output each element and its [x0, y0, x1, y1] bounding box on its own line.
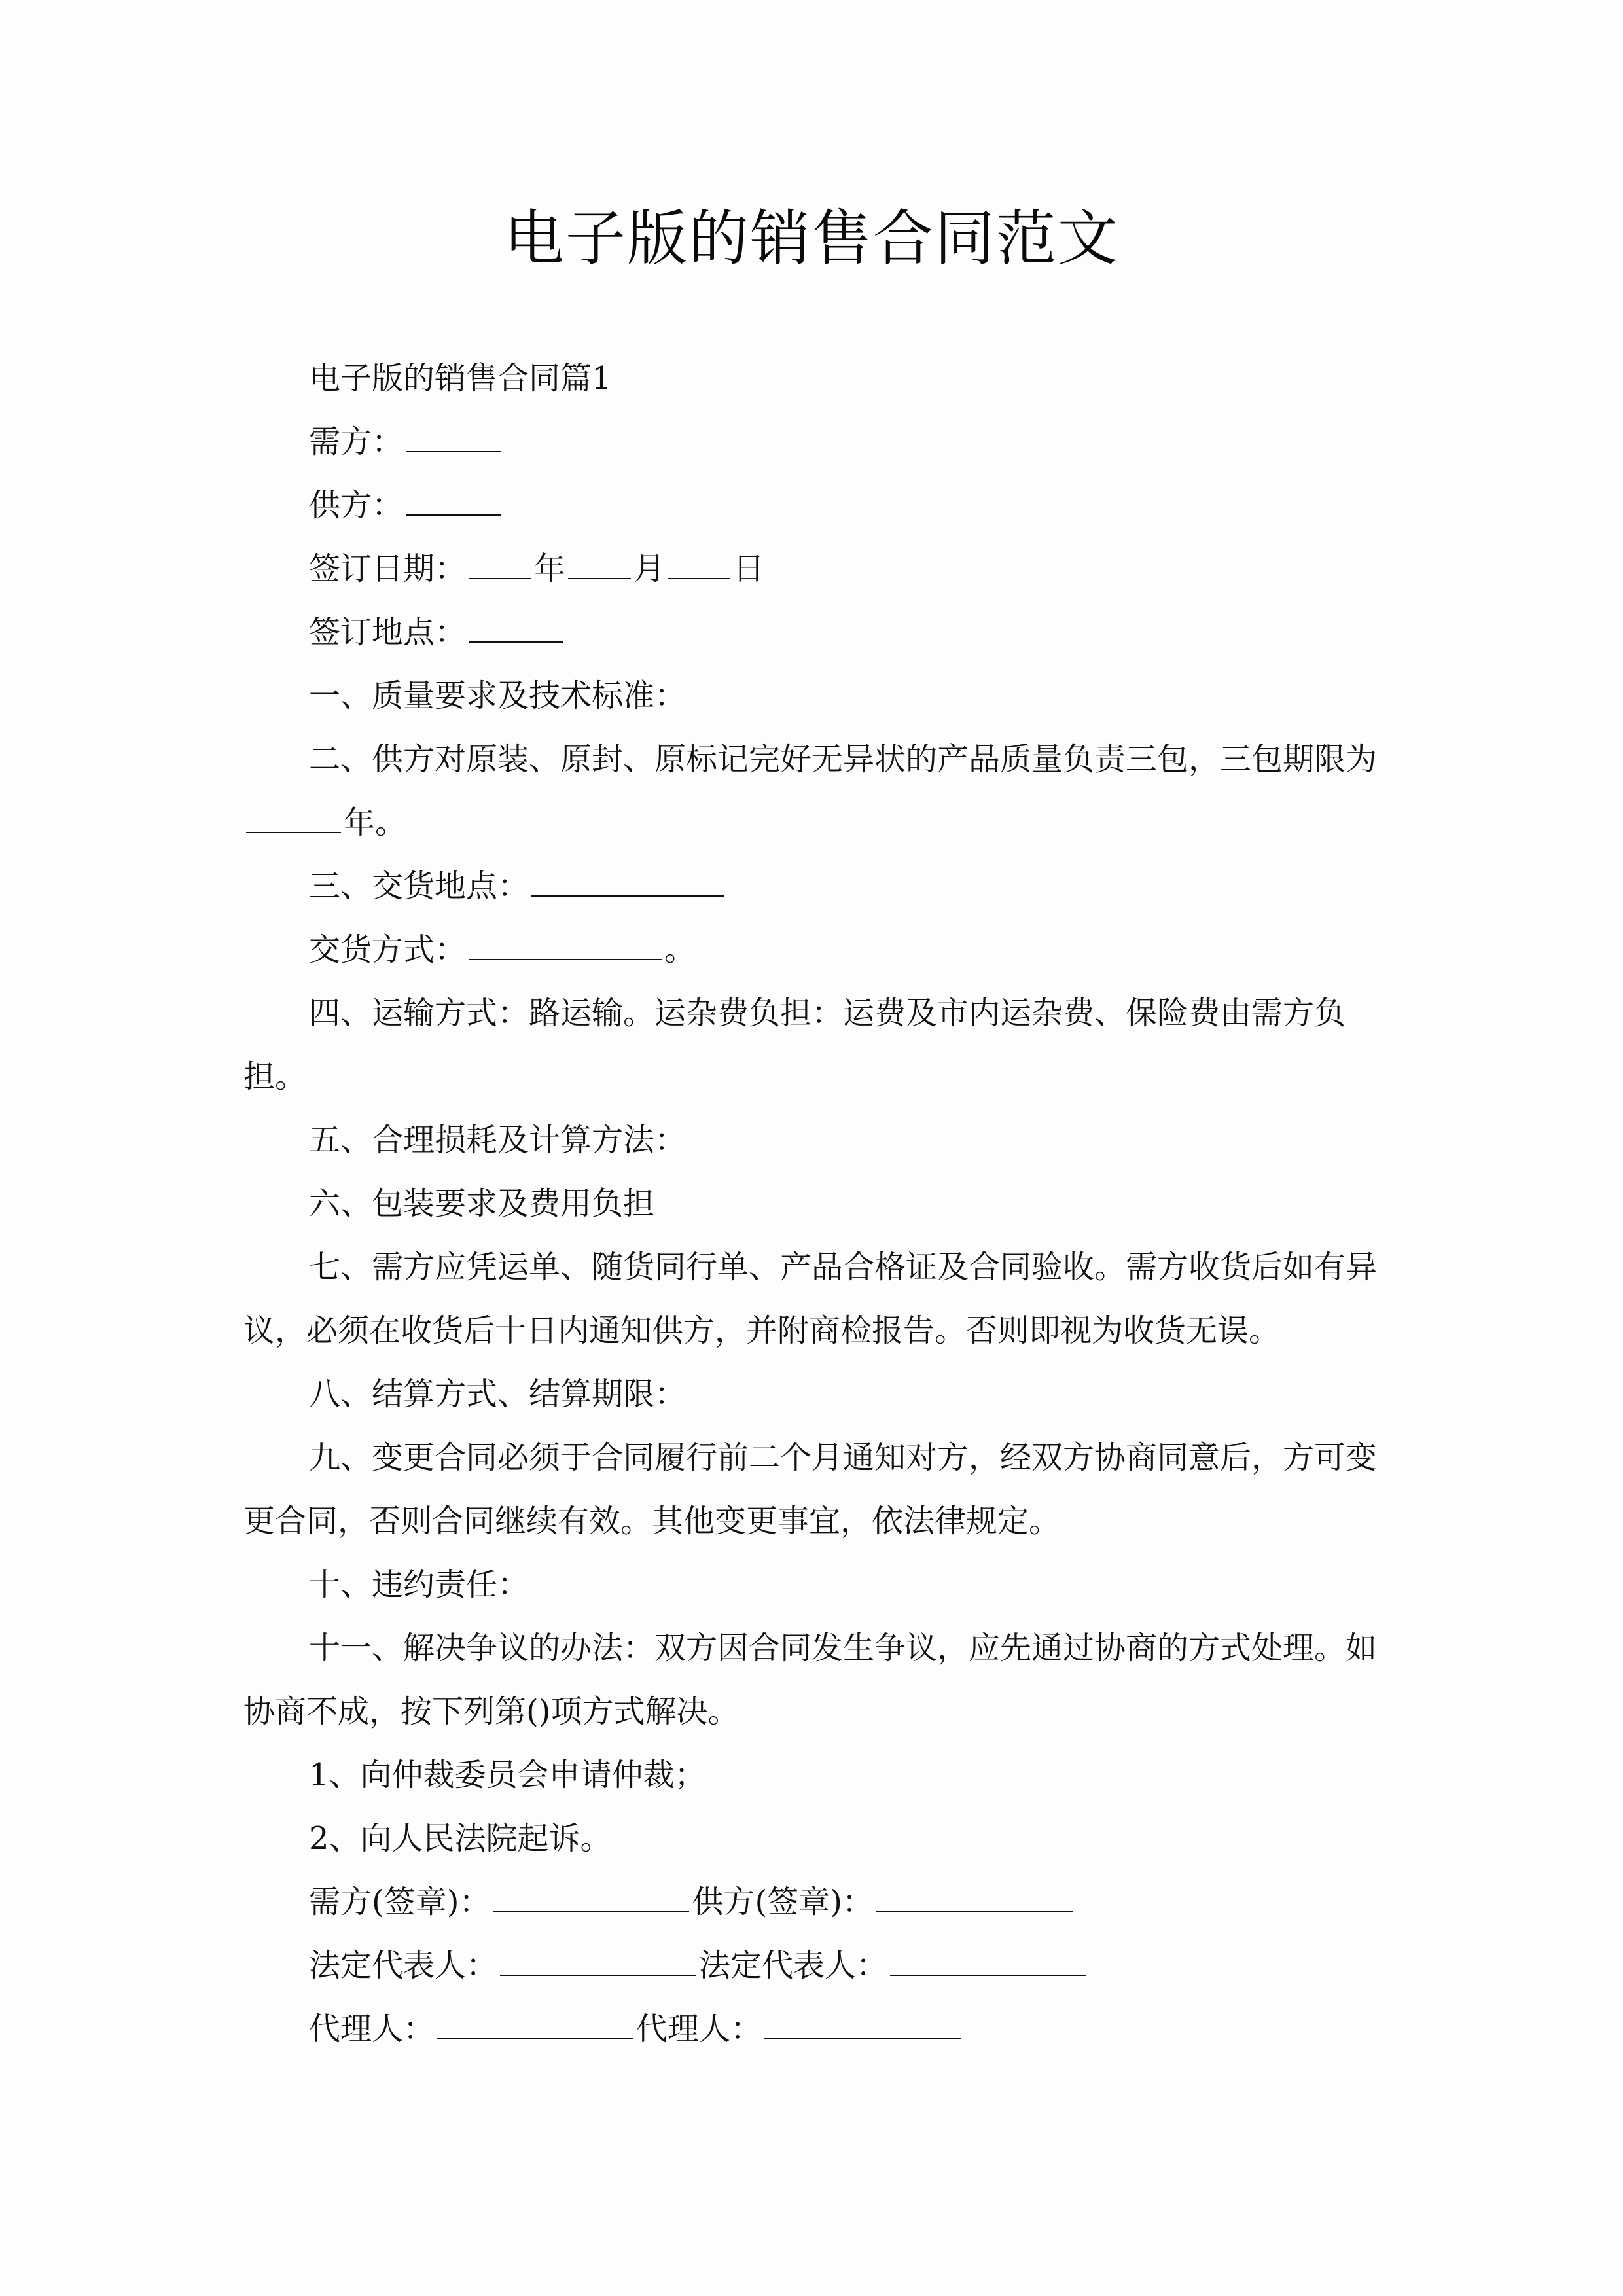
buyer-rep-label: 法定代表人： [309, 1947, 498, 1984]
buyer-seal-blank [493, 1910, 689, 1912]
delivery-method-suffix: 。 [664, 931, 696, 968]
day-blank [668, 577, 730, 579]
month-label: 月 [633, 550, 666, 587]
buyer-seal-label: 需方(签章)： [309, 1884, 491, 1920]
seller-rep-label: 法定代表人： [699, 1947, 888, 1984]
dispute-option-1: 1、向仲裁委员会申请仲裁； [309, 1757, 706, 1793]
buyer-agent-blank [437, 2037, 633, 2039]
seller-rep-blank [890, 1974, 1086, 1976]
seller-seal-blank [876, 1910, 1073, 1912]
year-blank [469, 577, 531, 579]
buyer-label: 需方： [309, 423, 404, 460]
contract-subtitle: 电子版的销售合同篇1 [309, 360, 612, 397]
sign-date-field [243, 537, 1380, 601]
day-label: 日 [733, 550, 765, 587]
clause-5: 五、合理损耗及计算方法： [309, 1122, 687, 1158]
signature-row-representative [243, 1934, 1380, 1998]
clause-11: 十一、解决争议的办法：双方因合同发生争议，应先通过协商的方式处理。如协商不成，按下列第()项方式解决。 [243, 1630, 1378, 1730]
clause-8: 八、结算方式、结算期限： [309, 1376, 687, 1412]
seller-field [243, 474, 1380, 537]
clause-2 [243, 728, 1380, 855]
clause-2-suffix: 年。 [344, 804, 407, 841]
sign-place-blank [469, 641, 563, 643]
clause-10: 十、违约责任： [309, 1566, 529, 1603]
clause-6: 六、包装要求及费用负担 [309, 1185, 655, 1222]
delivery-method-label: 交货方式： [309, 931, 467, 968]
document-title: 电子版的销售合同范文 [503, 204, 1119, 274]
delivery-method-blank [469, 958, 662, 960]
dispute-option-2: 2、向人民法院起诉。 [309, 1820, 612, 1857]
seller-blank [406, 514, 501, 516]
sign-date-label: 签订日期： [309, 550, 467, 587]
delivery-place-label: 三、交货地点： [309, 868, 529, 905]
clause-9: 九、变更合同必须于合同履行前二个月通知对方，经双方协商同意后，方可变更合同，否则合同继续有效。其他变更事宜，依法律规定。 [243, 1439, 1378, 1539]
seller-agent-label: 代理人： [636, 2011, 762, 2047]
clause-4: 四、运输方式：路运输。运杂费负担：运费及市内运杂费、保险费由需方负担。 [243, 995, 1346, 1095]
buyer-field [243, 410, 1380, 474]
document-body [243, 347, 1380, 2061]
seller-label: 供方： [309, 487, 404, 524]
buyer-agent-label: 代理人： [309, 2011, 435, 2047]
buyer-rep-blank [500, 1974, 696, 1976]
delivery-place-blank [531, 895, 724, 897]
seller-seal-label: 供方(签章)： [692, 1884, 874, 1920]
clause-1: 一、质量要求及技术标准： [309, 677, 687, 714]
signature-row-seal [243, 1871, 1380, 1934]
warranty-years-blank [246, 831, 341, 833]
year-label: 年 [534, 550, 566, 587]
month-blank [568, 577, 631, 579]
clause-7: 七、需方应凭运单、随货同行单、产品合格证及合同验收。需方收货后如有异议，必须在收货后十日内通知供方，并附商检报告。否则即视为收货无误。 [243, 1249, 1378, 1349]
sign-place-field [243, 601, 1380, 664]
clause-3-delivery-method [243, 918, 1380, 982]
buyer-blank [406, 450, 501, 452]
clause-2-text: 二、供方对原装、原封、原标记完好无异状的产品质量负责三包，三包期限为 [309, 741, 1378, 778]
sign-place-label: 签订地点： [309, 614, 467, 651]
signature-row-agent [243, 1998, 1380, 2061]
clause-3-delivery-place [243, 855, 1380, 918]
seller-agent-blank [764, 2037, 961, 2039]
